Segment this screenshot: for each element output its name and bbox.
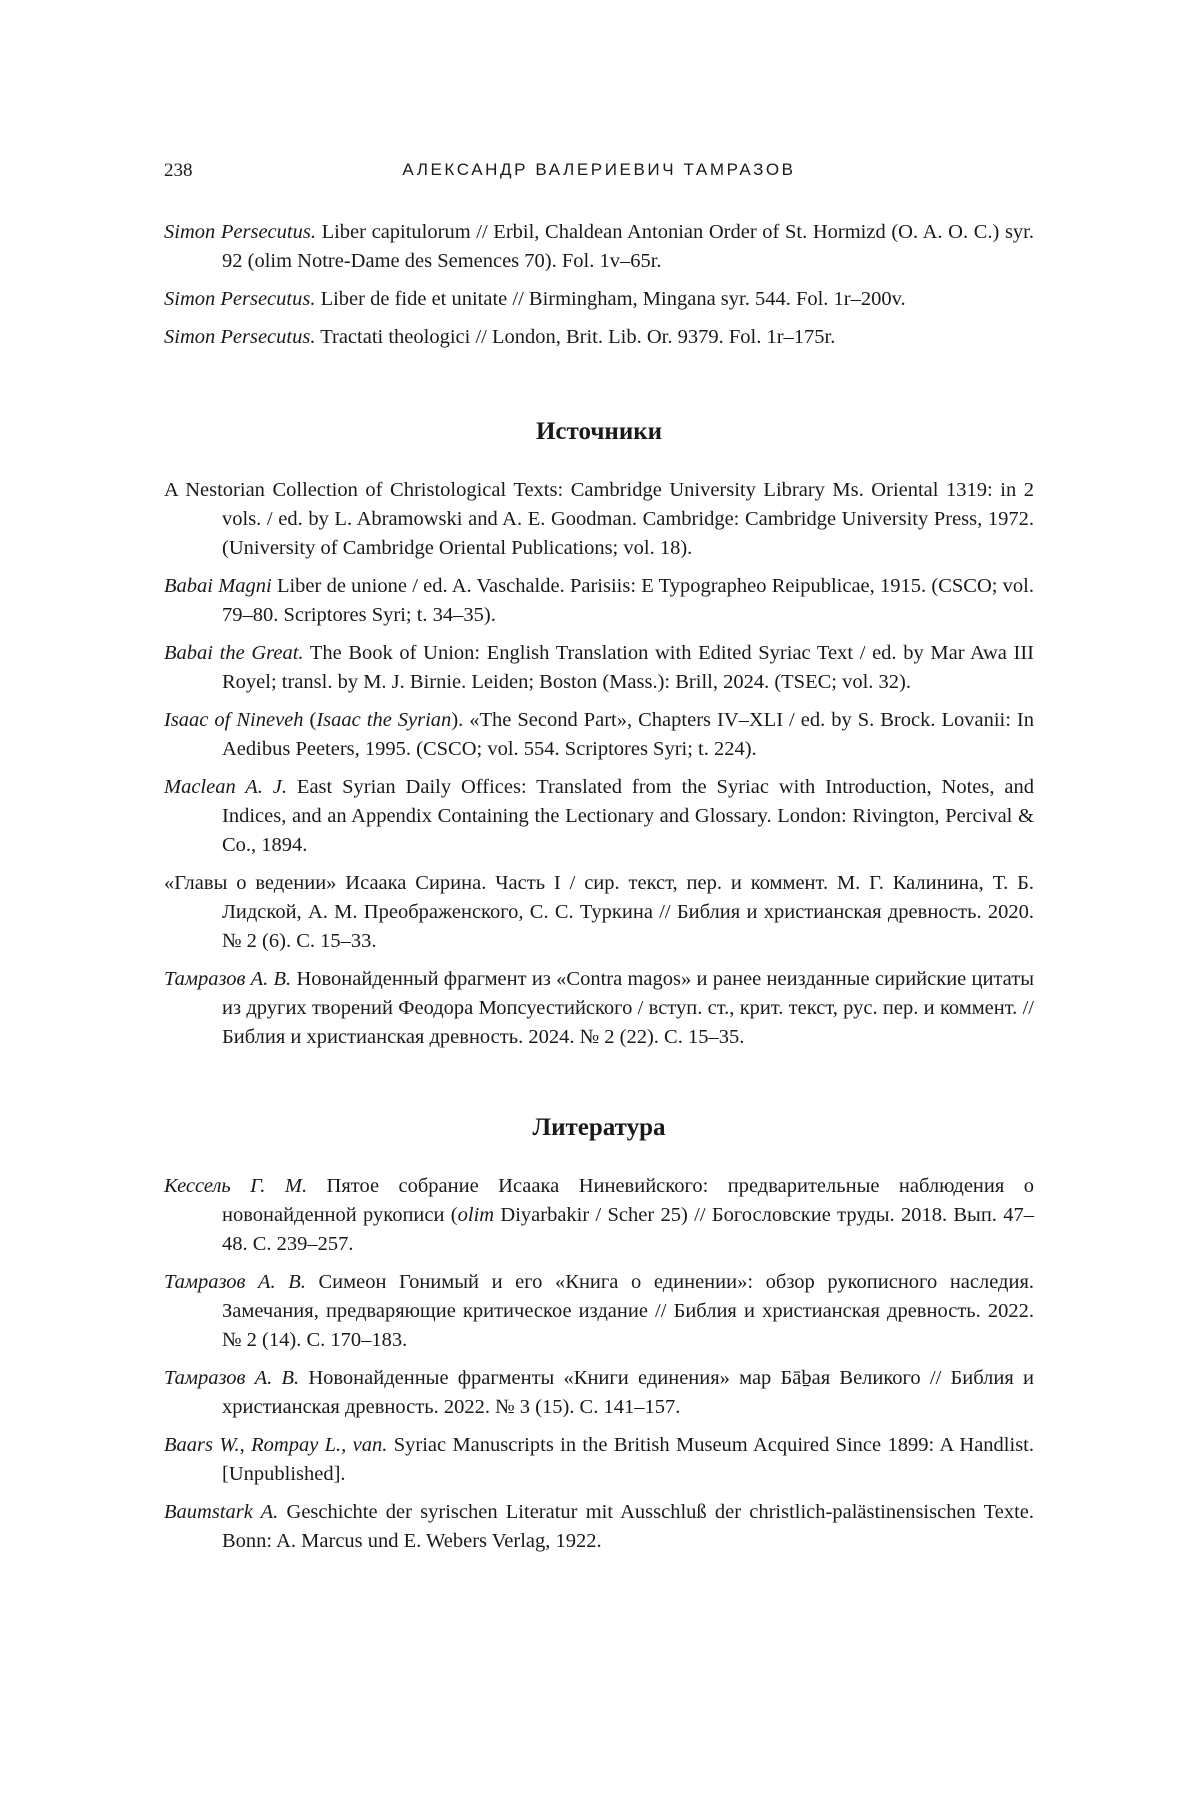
- literature-heading: Литература: [532, 1114, 666, 1141]
- source-entry: «Главы о ведении» Исаака Сирина. Часть I / сир. текст, пер. и коммент. М. Г. Калинина, Т. Б. Лидской, А. М. Преображенского, С. С. Туркина // Библия и христианская древность. 2020. № 2 (6). С. 15–33.: [164, 872, 1034, 952]
- literature-entry: Baumstark A. Geschichte der syrischen Literatur mit Ausschluß der christlich-palästinensischen Texte. Bonn: A. Marcus und E. Webers Verlag, 1922.: [164, 1501, 1034, 1552]
- manuscript-entry: Simon Persecutus. Liber de fide et unitate // Birmingham, Mingana syr. 544. Fol. 1r–200v.: [164, 288, 906, 310]
- literature-entry: Тамразов А. В. Новонайденные фрагменты «Книги единения» мар Бāḇая Великого // Библия и христианская древность. 2022. № 3 (15). С. 141–157.: [164, 1367, 1034, 1418]
- page-number: 238: [164, 160, 193, 181]
- manuscript-entry: Simon Persecutus. Tractati theologici // London, Brit. Lib. Or. 9379. Fol. 1r–175r.: [164, 326, 836, 348]
- sources-list: [164, 476, 1034, 1061]
- source-entry: Maclean A. J. East Syrian Daily Offices: Translated from the Syriac with Introduction, Notes, and Indices, and an Appendix Containing the Lectionary and Glossary. London: Rivington, Percival & Co., 1894.: [164, 776, 1034, 856]
- literature-list: [164, 1172, 1034, 1565]
- source-entry: Babai Magni Liber de unione / ed. A. Vaschalde. Parisiis: E Typographeo Reipublicae, 1915. (CSCO; vol. 79–80. Scriptores Syri; t. 34–35).: [164, 575, 1034, 626]
- source-entry: Isaac of Nineveh (Isaac the Syrian). «The Second Part», Chapters IV–XLI / ed. by S. Brock. Lovanii: In Aedibus Peeters, 1995. (CSCO; vol. 554. Scriptores Syri; t. 224).: [164, 709, 1034, 760]
- manuscripts-list: [164, 218, 1034, 361]
- literature-entry: Тамразов А. В. Симеон Гонимый и его «Книга о единении»: обзор рукописного наследия. Замечания, предваряющие критическое издание // Библия и христианская древность. 2022. № 2 (14). С. 170–183.: [164, 1271, 1034, 1351]
- literature-entry: Baars W., Rompay L., van. Syriac Manuscripts in the British Museum Acquired Since 1899: A Handlist. [Unpublished].: [164, 1434, 1034, 1485]
- sources-heading: Источники: [535, 418, 663, 445]
- source-entry: Babai the Great. The Book of Union: English Translation with Edited Syriac Text / ed. by Mar Awa III Royel; transl. by M. J. Birnie. Leiden; Boston (Mass.): Brill, 2024. (TSEC; vol. 32).: [164, 642, 1035, 693]
- manuscript-entry: Simon Persecutus. Liber capitulorum // Erbil, Chaldean Antonian Order of St. Hormizd (O. A. O. C.) syr. 92 (olim Notre-Dame des Semences 70). Fol. 1v–65r.: [164, 221, 1034, 272]
- page-header: [164, 160, 1034, 190]
- source-entry: Тамразов А. В. Новонайденный фрагмент из «Contra magos» и ранее неизданные сирийские цитаты из других творений Феодора Мопсуестийского / вступ. ст., крит. текст, рус. пер. и коммент. // Библия и христианская древность. 2024. № 2 (22). С. 15–35.: [164, 968, 1034, 1048]
- literature-entry: Кессель Г. М. Пятое собрание Исаака Ниневийского: предварительные наблюдения о новонайденной рукописи (olim Diyarbakir / Scher 25) // Богословские труды. 2018. Вып. 47–48. С. 239–257.: [164, 1175, 1034, 1255]
- source-entry: A Nestorian Collection of Christological Texts: Cambridge University Library Ms. Oriental 1319: in 2 vols. / ed. by L. Abramowski and A. E. Goodman. Cambridge: Cambridge University Press, 1972. (University of Cambridge Oriental Publications; vol. 18).: [164, 479, 1034, 559]
- running-head: АЛЕКСАНДР ВАЛЕРИЕВИЧ ТАМРАЗОВ: [402, 160, 796, 179]
